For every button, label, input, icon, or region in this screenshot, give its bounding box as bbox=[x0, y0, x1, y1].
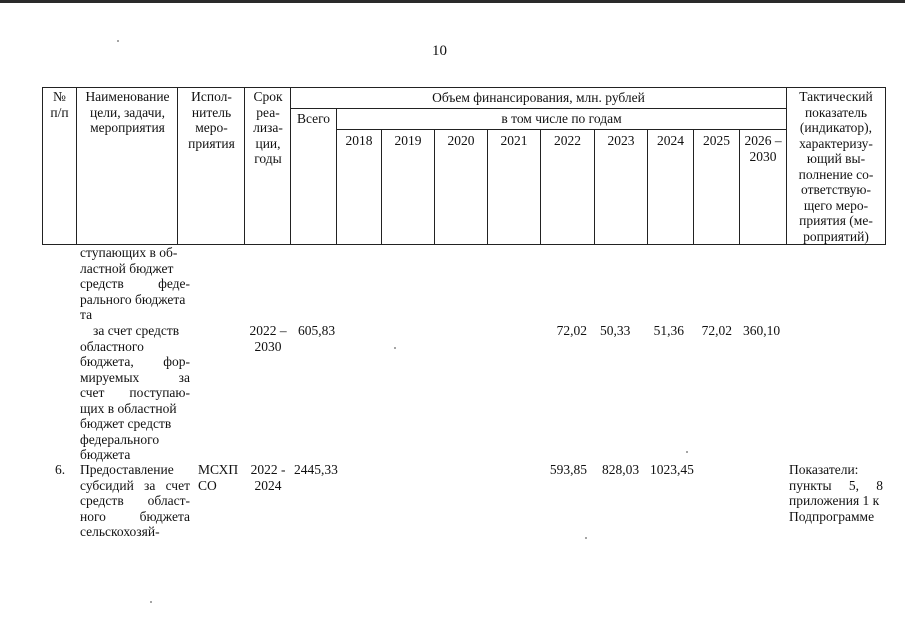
header-indicator: Тактический показатель (индикатор), характеризу- ющий вы- полнение со- ответствую- щего меро- приятия (ме- роприятий) bbox=[798, 89, 874, 244]
row-regional-2023: 50,33 bbox=[600, 323, 631, 338]
col-rule-right bbox=[885, 87, 886, 245]
header-year-2019: 2019 bbox=[394, 133, 422, 148]
col-rule-total bbox=[336, 108, 337, 245]
row-6-num: 6. bbox=[55, 462, 66, 477]
row-6-term: 2022 - 2024 bbox=[250, 462, 286, 493]
page-number: 10 bbox=[432, 43, 447, 59]
header-by-years: в том числе по годам bbox=[501, 111, 622, 126]
scan-speck bbox=[117, 40, 119, 42]
row-6-2024: 1023,45 bbox=[650, 462, 694, 477]
row-6-name: Предоставление субсидий за счет средств област- ного бюджета сельскохозяй- bbox=[80, 462, 190, 539]
header-name: Наименование цели, задачи, мероприятия bbox=[85, 89, 170, 135]
header-financing: Объем финансирования, млн. рублей bbox=[432, 90, 645, 105]
header-year-2026-2030: 2026 – 2030 bbox=[744, 133, 782, 164]
financing-header-rule bbox=[290, 108, 786, 109]
row-6-2022: 593,85 bbox=[549, 462, 587, 477]
header-year-2018: 2018 bbox=[345, 133, 373, 148]
row-regional-2022: 72,02 bbox=[556, 323, 587, 338]
table-top-border bbox=[42, 87, 885, 88]
header-year-2024: 2024 bbox=[657, 133, 684, 148]
header-year-2023: 2023 bbox=[607, 133, 635, 148]
header-executor: Испол- нитель меро- приятия bbox=[188, 89, 235, 151]
row-6-executor: МСХП СО bbox=[198, 462, 239, 493]
row-regional-2025: 72,02 bbox=[701, 323, 732, 338]
header-year-2025: 2025 bbox=[703, 133, 730, 148]
scan-top-edge bbox=[0, 0, 905, 3]
by-years-rule bbox=[336, 129, 786, 130]
row-regional-2026-2030: 360,10 bbox=[743, 323, 781, 338]
row-6-indicator: Показатели: пункты 5, 8 приложения 1 к Подпрограмме bbox=[789, 462, 883, 524]
row-6-total: 2445,33 bbox=[294, 462, 338, 477]
row-regional-2024: 51,36 bbox=[653, 323, 684, 338]
header-year-2022: 2022 bbox=[554, 133, 581, 148]
scan-speck bbox=[394, 347, 396, 349]
header-num: № п/п bbox=[50, 89, 69, 120]
row-regional-total: 605,83 bbox=[298, 323, 336, 338]
scan-speck bbox=[686, 451, 688, 453]
header-year-2020: 2020 bbox=[447, 133, 475, 148]
row-regional-term: 2022 – 2030 bbox=[249, 323, 287, 354]
scan-speck bbox=[150, 601, 152, 603]
continuation-text: ступающих в об- ластной бюджет средств феде- рального бюджета та bbox=[80, 245, 190, 322]
row-6-2023: 828,03 bbox=[602, 462, 640, 477]
header-year-2021: 2021 bbox=[500, 133, 528, 148]
header-term: Срок реа- лиза- ции, годы bbox=[253, 89, 283, 166]
scan-speck bbox=[585, 537, 587, 539]
row-regional-name: за счет средств областного бюджета, фор- мируемых за счет поступаю- щих в областной бюджет средств федерального бюджета bbox=[80, 323, 190, 462]
header-total: Всего bbox=[296, 111, 331, 126]
